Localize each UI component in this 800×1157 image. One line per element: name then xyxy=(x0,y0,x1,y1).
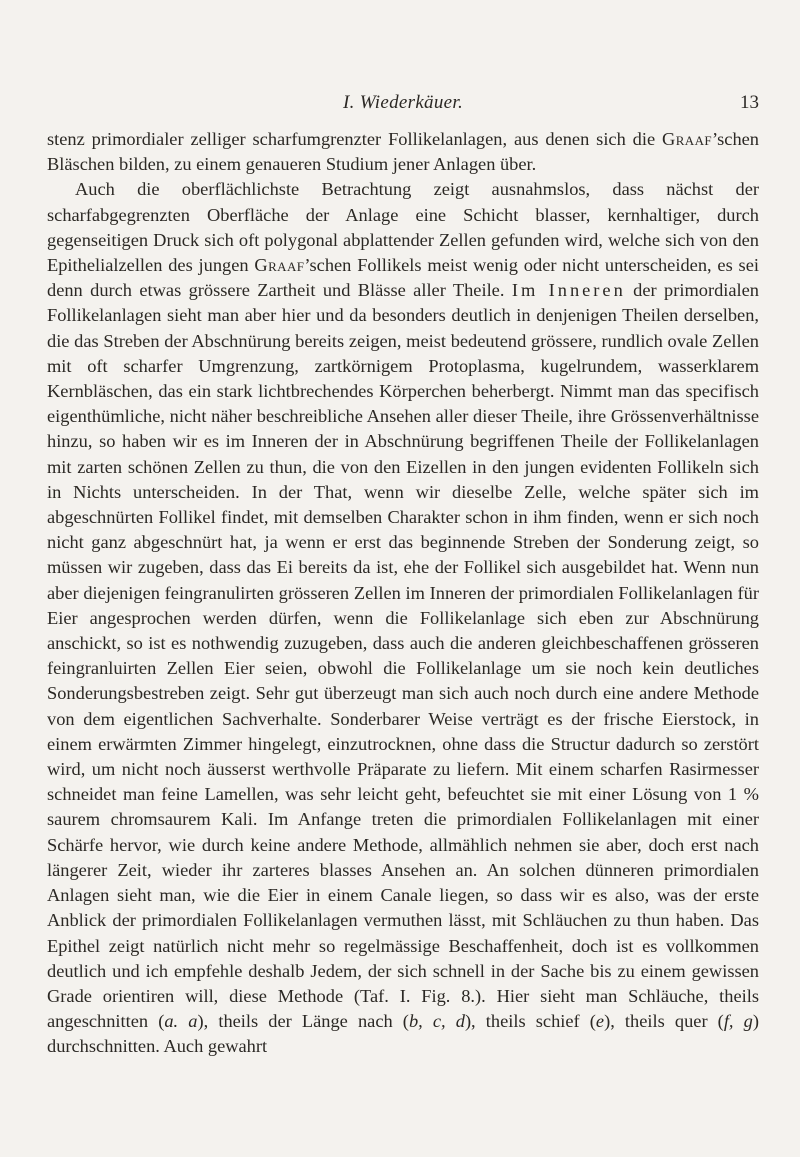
text-run: Auch die oberflächlichste Betrachtung zeigt ausnahmslos, dass nächst der scharfabgegrenzten Oberfläche der Anlage eine Schicht blasser, kernhaltiger, durch gegenseitigen Druck sich oft polygonal abplattender Zellen gefunden wird, welche sich von den Epithelialzellen des jungen xyxy=(47,179,759,276)
text-run: ), theils der Länge nach ( xyxy=(197,1011,409,1032)
text-run: ) durchschnitten. Auch gewahrt xyxy=(47,1011,759,1057)
page-number: 13 xyxy=(740,92,759,113)
figure-label: f, g xyxy=(723,1011,753,1032)
text-run: der primordialen Follikelanlagen sieht man aber hier und da besonders deutlich in denjenigen Theilen derselben, die das Streben der Abschnürung bereits zeigen, meist bedeutend grössere, rundlich ovale Zellen mit oft scharfer Umgrenzung, zartkörnigem Protoplasma, kugelrundem, wasserklarem Kernbläschen, das ein stark lichtbrechendes Körperchen beherbergt. Nimmt man das specifisch eigenthümliche, nicht näher beschreibliche Ansehen aller dieser Theile, ihre Grössenverhältnisse hinzu, so haben wir es im Inneren der in Abschnürung begriffenen Theile der Follikelanlagen mit zarten schönen Zellen zu thun, die von den Eizellen in den jungen evidenten Follikeln sich in Nichts unterscheiden. In der That, wenn wir dieselbe Zelle, welche später sich im abgeschnürten Follikel findet, mit demselben Charakter schon in ihm finden, wenn er sich noch nicht ganz abgeschnürt hat, ja wenn er erst das beginnende Streben der Sonderung zeigt, so müssen wir zugeben, dass das Ei bereits da ist, ehe der Follikel sich ausgebildet hat. Wenn nun aber diejenigen feingranulirten grösseren Zellen im Inneren der primordialen Follikelanlagen für Eier angesprochen werden dürfen, wenn die Follikelanlage sich eben zur Abschnürung anschickt, so ist es nothwendig zuzugeben, dass auch die anderen gleichbeschaffenen grösseren feingranluirten Zellen Eier seien, obwohl die Follikelanlage um sie noch kein deutliches Sonderungsbestreben zeigt. Sehr gut überzeugt man sich auch noch durch eine andere Methode von dem eigentlichen Sachverhalte. Sonderbarer Weise verträgt es der frische Eierstock, in einem erwärmten Zimmer hingelegt, einzutrocknen, ohne dass die Structur dadurch so zerstört wird, um nicht noch äusserst werthvolle Präparate zu liefern. Mit einem scharfen Rasirmesser schneidet man feine Lamellen, was sehr leicht geht, befeuchtet sie mit einer Lösung von 1 % saurem chromsaurem Kali. Im Anfange treten die primordialen Follikelanlagen mit einer Schärfe hervor, wie durch keine andere Methode, allmählich nehmen sie aber, doch erst nach längerer Zeit, wieder ihr zarteres blasses Ansehen an. An solchen dünneren primordialen Anlagen sieht man, wie die Eier in einem Canale liegen, so dass wir es also, was der erste Anblick der primordialen Follikelanlagen vermuthen lässt, mit Schläuchen zu thun haben. Das Epithel zeigt natürlich nicht mehr so regelmässige Beschaffenheit, doch ist es vollkommen deutlich und ich empfehle deshalb Jedem, der sich schnell in der Sache bis zu einem gewissen Grade orientiren will, diese Methode (Taf. I. Fig. 8.). Hier sieht man Schläuche, theils angeschnitten ( xyxy=(47,280,760,1032)
figure-label: b, c, d xyxy=(408,1011,465,1032)
text-run: ), theils schief ( xyxy=(464,1011,596,1032)
figure-label: e xyxy=(595,1011,605,1032)
text-run: ’schen Follikels meist wenig oder nicht unterscheiden, es sei denn durch etwas grössere Zartheit und Blässe aller Theile. xyxy=(47,255,759,301)
running-title: I. Wiederkäuer. xyxy=(342,92,464,113)
running-head xyxy=(47,92,759,118)
name-smallcaps: Graaf xyxy=(662,129,713,149)
emphasis-spaced: Im Inneren xyxy=(511,280,626,301)
paragraph-main xyxy=(47,177,759,1059)
paragraph-continuation xyxy=(47,127,759,177)
text-run: ), theils quer ( xyxy=(604,1011,724,1032)
name-smallcaps: Graaf xyxy=(254,255,305,276)
body-text xyxy=(47,127,759,1060)
text-run: ’schen Bläschen bilden, zu einem genaueren Studium jener Anlagen über. xyxy=(47,129,759,175)
figure-label: a. a xyxy=(164,1011,198,1032)
text-run: stenz primordialer zelliger scharfumgrenzter Follikelanlagen, aus denen sich die xyxy=(47,129,663,149)
